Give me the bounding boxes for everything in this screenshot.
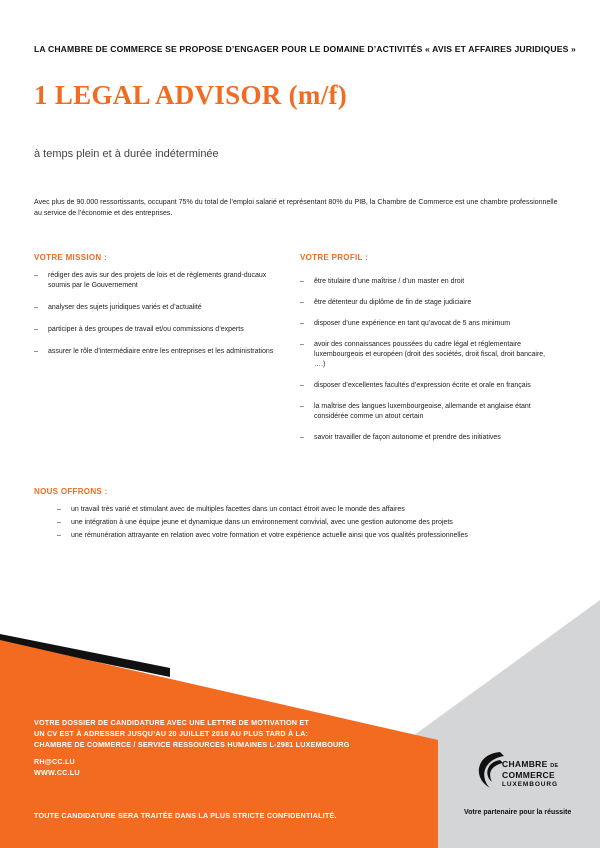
list-item-text: disposer d’une expérience en tant qu’avocat de 5 ans minimum	[314, 320, 511, 327]
job-subtitle: à temps plein et à durée indéterminée	[34, 148, 219, 160]
list-item	[300, 319, 550, 329]
logo-wordmark	[502, 760, 558, 789]
list-item-text: un travail très varié et stimulant avec de multiples facettes dans un contact étroit avec le monde des affaires	[71, 506, 405, 513]
footer-line-1: VOTRE DOSSIER DE CANDIDATURE AVEC UNE LETTRE DE MOTIVATION ET	[34, 718, 309, 727]
bullet-dash: –	[34, 326, 38, 333]
list-item	[300, 277, 550, 287]
list-item-text: une rémunération attrayante en relation avec votre formation et votre expérience actuelle ainsi que vos qualités professionnelles	[71, 532, 468, 539]
list-item-text: une intégration à une équipe jeune et dynamique dans un environnement convivial, avec une gestion autonome des projets	[71, 519, 453, 526]
list-item	[57, 531, 577, 541]
list-item-text: être détenteur du diplôme de fin de stage judiciaire	[314, 299, 472, 306]
list-item	[57, 518, 577, 528]
intro-line: LA CHAMBRE DE COMMERCE SE PROPOSE D’ENGAGER POUR LE DOMAINE D’ACTIVITÉS « AVIS ET AFFAIRES JURIDIQUES »	[34, 44, 576, 54]
list-item-text: analyser des sujets juridiques variés et d’actualité	[48, 304, 202, 311]
footer-address: CHAMBRE DE COMMERCE / SERVICE RESSOURCES HUMAINES L-2981 LUXEMBOURG	[34, 740, 350, 749]
mission-heading: VOTRE MISSION :	[34, 253, 107, 262]
list-item	[34, 303, 284, 313]
list-item	[34, 325, 284, 335]
bullet-dash: –	[300, 278, 304, 285]
logo-line-2: COMMERCE	[502, 770, 555, 780]
job-title: 1 LEGAL ADVISOR (m/f)	[34, 80, 348, 110]
bullet-dash: –	[300, 341, 304, 348]
footer-line-2: UN CV EST À ADRESSER JUSQU’AU 20 JUILLET 2018 AU PLUS TARD À LA:	[34, 729, 309, 738]
bullet-dash: –	[34, 348, 38, 355]
logo-line-1-small: DE	[550, 763, 559, 769]
list-item	[34, 271, 284, 291]
list-item-text: être titulaire d’une maîtrise / d’un master en droit	[314, 278, 465, 285]
list-item	[300, 402, 550, 422]
list-item-text: disposer d’excellentes facultés d’expression écrite et orale en français	[314, 382, 531, 389]
bullet-dash: –	[57, 506, 61, 513]
application-instructions	[34, 717, 350, 778]
logo-swoosh-inner	[487, 760, 503, 782]
footer-website-link[interactable]: WWW.CC.LU	[34, 768, 80, 777]
profil-list	[300, 277, 550, 454]
list-item-text: rédiger des avis sur des projets de lois et de règlements grand-ducaux soumis par le Gouvernement	[48, 272, 267, 289]
mission-list	[34, 271, 284, 369]
bullet-dash: –	[57, 519, 61, 526]
logo-tagline: Votre partenaire pour la réussite	[464, 809, 572, 816]
bullet-dash: –	[300, 382, 304, 389]
logo-line-1: CHAMBRE	[502, 759, 548, 769]
footer-email-link[interactable]: RH@CC.LU	[34, 757, 75, 766]
list-item	[34, 347, 284, 357]
bullet-dash: –	[300, 320, 304, 327]
bullet-dash: –	[300, 434, 304, 441]
logo-line-3: LUXEMBOURG	[502, 781, 558, 788]
bullet-dash: –	[34, 304, 38, 311]
confidentiality-note: TOUTE CANDIDATURE SERA TRAITÉE DANS LA PLUS STRICTE CONFIDENTIALITÉ.	[34, 811, 337, 820]
profil-heading: VOTRE PROFIL :	[300, 253, 369, 262]
list-item	[300, 298, 550, 308]
company-description: Avec plus de 90.000 ressortissants, occupant 75% du total de l’emploi salarié et représentant 80% du PIB, la Chambre de Commerce est une chambre professionnelle au service de l’économie et des entreprises.	[34, 198, 558, 217]
list-item-text: assurer le rôle d’intermédiaire entre les entreprises et les administrations	[48, 348, 274, 355]
list-item-text: participer à des groupes de travail et/ou commissions d’experts	[48, 326, 244, 333]
list-item	[300, 340, 550, 370]
list-item-text: savoir travailler de façon autonome et prendre des initiatives	[314, 434, 501, 441]
list-item	[300, 433, 550, 443]
list-item-text: la maîtrise des langues luxembourgeoise, allemande et anglaise étant considérée comme un atout certain	[314, 403, 531, 420]
offer-heading: NOUS OFFRONS :	[34, 487, 108, 496]
bullet-dash: –	[300, 299, 304, 306]
bullet-dash: –	[300, 403, 304, 410]
bullet-dash: –	[34, 272, 38, 279]
offer-list	[57, 505, 577, 544]
list-item	[300, 381, 550, 391]
list-item	[57, 505, 577, 515]
bullet-dash: –	[57, 532, 61, 539]
list-item-text: avoir des connaissances poussées du cadre légal et réglementaire luxembourgeois et européen (droit des sociétés, droit fiscal, droit bancaire, ….)	[314, 341, 546, 368]
